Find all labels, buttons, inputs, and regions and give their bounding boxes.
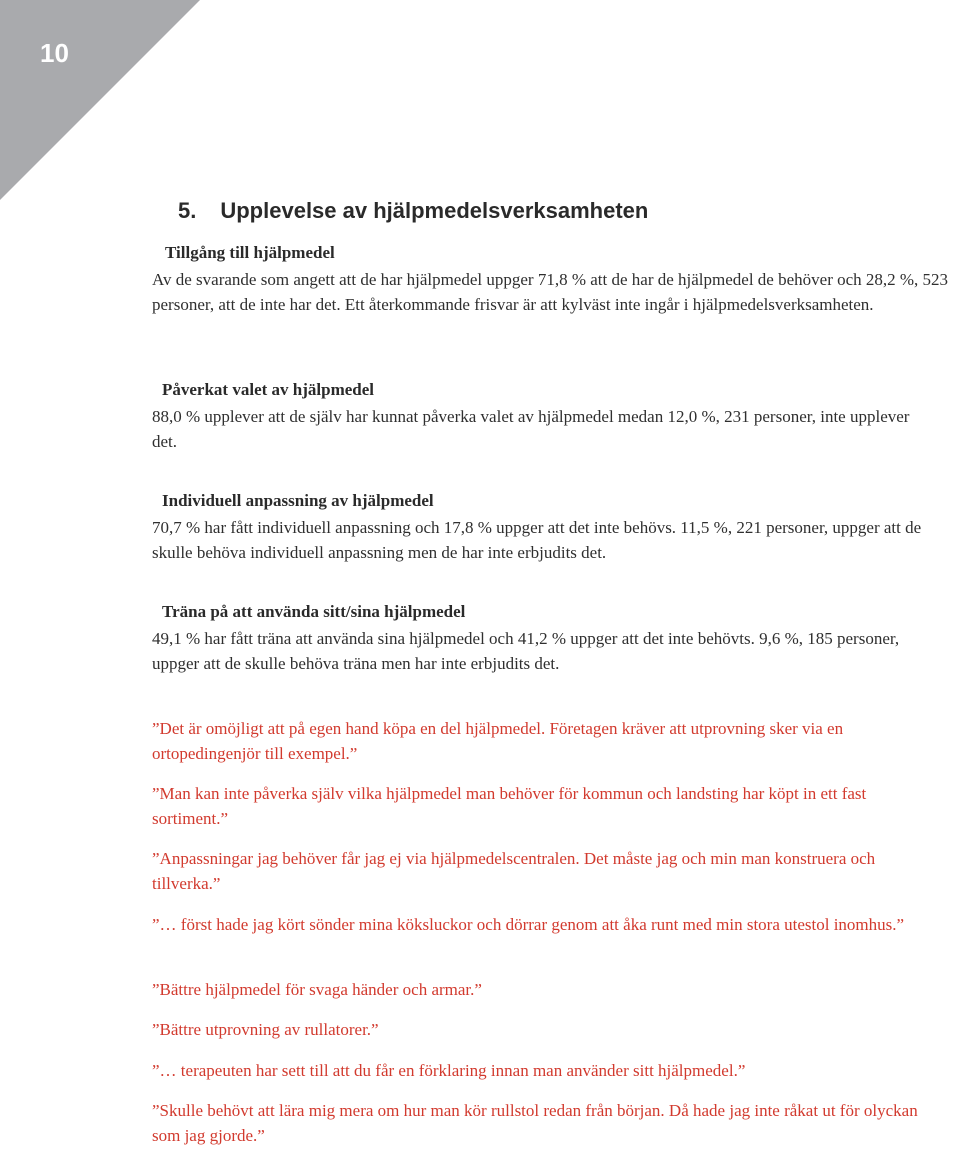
quote-1: ”Det är omöjligt att på egen hand köpa en del hjälpmedel. Företagen kräver att utprovning sker via en ortopedingenjör till exempel.” <box>152 719 844 763</box>
page-corner-tab <box>0 0 200 200</box>
quote-2: ”Man kan inte påverka själv vilka hjälpmedel man behöver för kommun och landsting har köpt in ett fast sortiment.” <box>152 784 867 828</box>
section-text-paverkat: 88,0 % upplever att de själv har kunnat påverka valet av hjälpmedel medan 12,0 %, 231 personer, inte upplever det. <box>152 407 910 451</box>
chapter-title: Upplevelse av hjälpmedelsverksamheten <box>220 198 649 223</box>
section-text-individuell: 70,7 % har fått individuell anpassning och 17,8 % uppger att det inte behövs. 11,5 %, 221 personer, uppger att de skulle behöva individuell anpassning men de har inte erbjudits det. <box>152 518 922 562</box>
section-title-trana: Träna på att använda sitt/sina hjälpmedel <box>162 602 466 621</box>
quote-3: ”Anpassningar jag behöver får jag ej via hjälpmedelscentralen. Det måste jag och min man konstruera och tillverka.” <box>152 849 876 893</box>
quote-8: ”Skulle behövt att lära mig mera om hur man kör rullstol redan från början. Då hade jag inte råkat ut för olyckan som jag gjorde.” <box>152 1101 918 1145</box>
section-title-paverkat: Påverkat valet av hjälpmedel <box>162 380 374 399</box>
quote-6: ”Bättre utprovning av rullatorer.” <box>152 1020 379 1039</box>
section-text-trana: 49,1 % har fått träna att använda sina hjälpmedel och 41,2 % uppger att det inte behövts. 9,6 %, 185 personer, uppger att de skulle behöva träna men har inte erbjudits det. <box>152 629 900 673</box>
quote-7: ”… terapeuten har sett till att du får en förklaring innan man använder sitt hjälpmedel.” <box>152 1061 746 1080</box>
page-number: 10 <box>40 38 69 68</box>
chapter-heading <box>178 198 648 224</box>
chapter-number: 5. <box>178 198 197 223</box>
quote-5: ”Bättre hjälpmedel för svaga händer och armar.” <box>152 980 482 999</box>
corner-triangle <box>0 0 200 200</box>
section-text-tillgang: Av de svarande som angett att de har hjälpmedel uppger 71,8 % att de har de hjälpmedel de behöver och 28,2 %, 523 personer, att de inte har det. Ett återkommande frisvar är att kylväst inte ingår i hjälpmedelsverksamheten. <box>152 270 949 314</box>
quote-4: ”… först hade jag kört sönder mina köksluckor och dörrar genom att åka runt med min stora utestol inomhus.” <box>152 915 905 934</box>
section-title-individuell: Individuell anpassning av hjälpmedel <box>162 491 434 510</box>
section-title-tillgang: Tillgång till hjälpmedel <box>165 243 335 262</box>
